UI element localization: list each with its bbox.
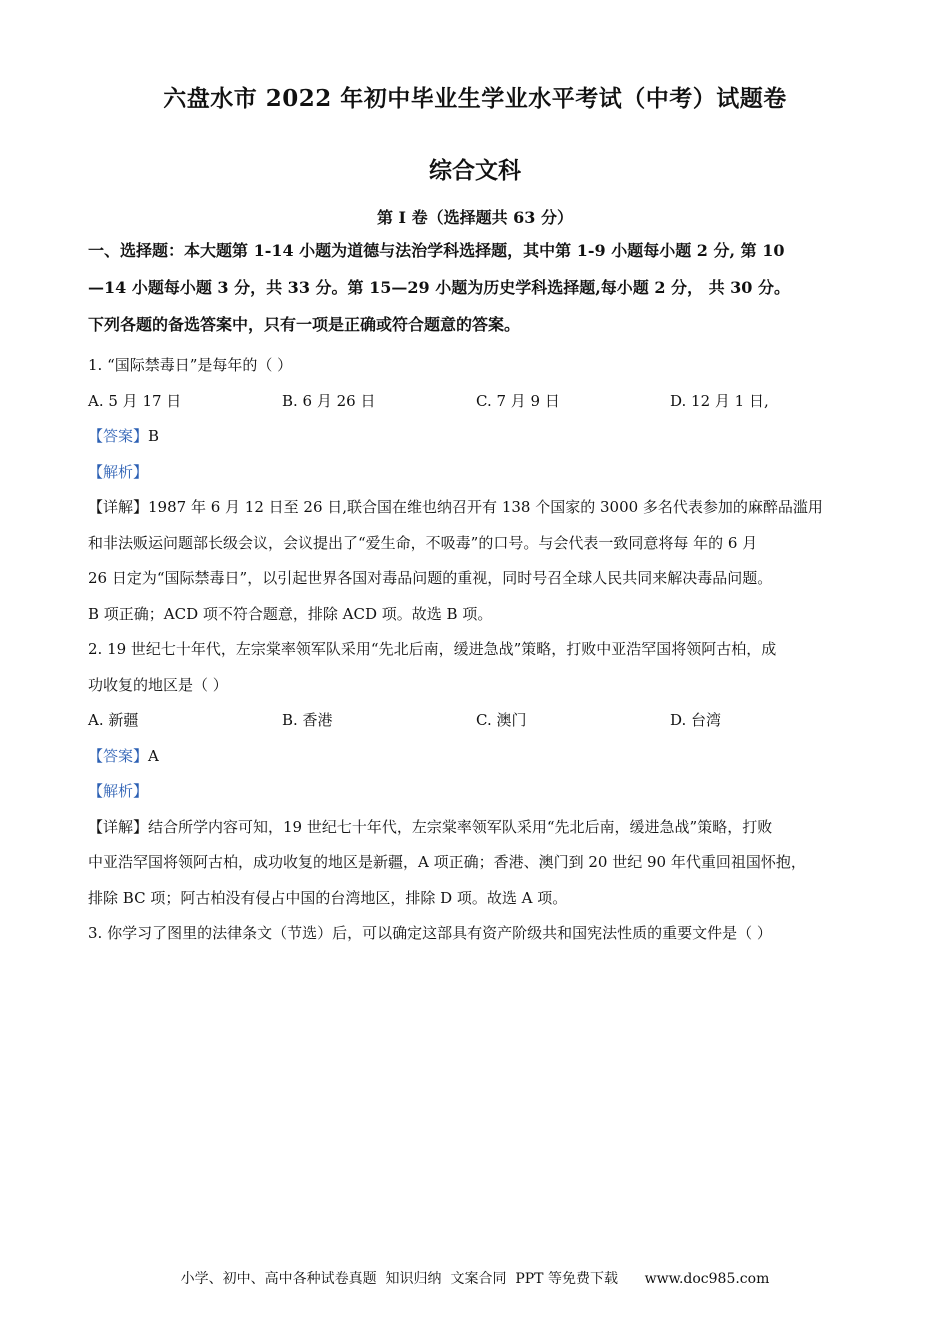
instructions-line: —14 小题每小题 3 分，共 33 分。第 15—29 小题为历史学科选择题,每小题 2 分， 共 30 分。 [88,278,791,297]
question-2-detail [88,810,868,846]
answer-tag: 【答案】 [88,746,149,765]
page-subtitle: 综合文科 [429,157,521,184]
option-c: C. 澳门 [476,711,527,729]
instructions-line: 下列各题的备选答案中，只有一项是正确或符合题意的答案。 [88,315,521,334]
detail-line: 1987 年 6 月 12 日至 26 日,联合国在维也纳召开有 138 个国家的 3000 多名代表参加的麻醉品滥用 [148,498,823,516]
detail-line: 和非法贩运问题部长级会议，会议提出了“爱生命，不吸毒”的口号。与会代表一致同意将每 年的 6 月 [88,533,758,552]
question-1-detail [88,490,868,526]
answer-tag: 【答案】 [88,427,149,445]
questions-area [88,348,868,952]
detail-tag: 【详解】 [88,817,149,836]
analysis-tag: 【解析】 [88,462,149,481]
option-c: C. 7 月 9 日 [476,391,560,410]
option-b: B. 6 月 26 日 [282,391,376,410]
question-2-stem-cont: 功收复的地区是（ ） [88,675,228,694]
question-1-stem: 1. “国际禁毒日”是每年的（ ） [88,356,293,374]
question-1-answer [88,419,868,455]
detail-line: B 项正确；ACD 项不符合题意，排除 ACD 项。故选 B 项。 [88,604,493,623]
instructions-line: 一、选择题：本大题第 1-14 小题为道德与法治学科选择题，其中第 1-9 小题每小题 2 分, 第 10 [88,241,785,260]
answer-value: A [148,746,159,765]
option-d: D. 12 月 1 日, [670,391,769,410]
detail-line: 中亚浩罕国将领阿古柏，成功收复的地区是新疆，A 项正确；香港、澳门到 20 世纪 90 年代重回祖国怀抱， [88,853,806,871]
detail-line: 26 日定为“国际禁毒日”，以引起世界各国对毒品问题的重视，同时号召全球人民共同来解决毒品问题。 [88,569,773,587]
page-title: 六盘水市 2022 年初中毕业生学业水平考试（中考）试题卷 [163,85,787,112]
section-heading: 第 I 卷（选择题共 63 分） [376,208,574,227]
option-a: A. 新疆 [88,711,139,729]
option-a: A. 5 月 17 日 [88,391,182,410]
question-1-options [88,384,868,420]
instructions-block [88,232,868,343]
question-2-options [88,703,868,739]
question-3-stem: 3. 你学习了图里的法律条文（节选）后，可以确定这部具有资产阶级共和国宪法性质的重要文件是（ ） [88,924,772,942]
detail-line: 排除 BC 项；阿古柏没有侵占中国的台湾地区，排除 D 项。故选 A 项。 [88,888,568,907]
answer-value: B [148,427,160,445]
question-2-stem: 2. 19 世纪七十年代，左宗棠率领军队采用“先北后南，缓进急战”策略，打败中亚浩罕国将领阿古柏，成 [88,640,777,658]
detail-tag: 【详解】 [88,498,149,516]
option-b: B. 香港 [282,711,333,729]
detail-line: 结合所学内容可知，19 世纪七十年代，左宗棠率领军队采用“先北后南，缓进急战”策略，打败 [148,817,773,836]
analysis-tag: 【解析】 [88,782,149,800]
option-d: D. 台湾 [670,711,722,729]
page-footer: 小学、初中、高中各种试卷真题 知识归纳 文案合同 PPT 等免费下载 www.doc985.com [180,1271,770,1287]
question-2-answer [88,739,868,775]
